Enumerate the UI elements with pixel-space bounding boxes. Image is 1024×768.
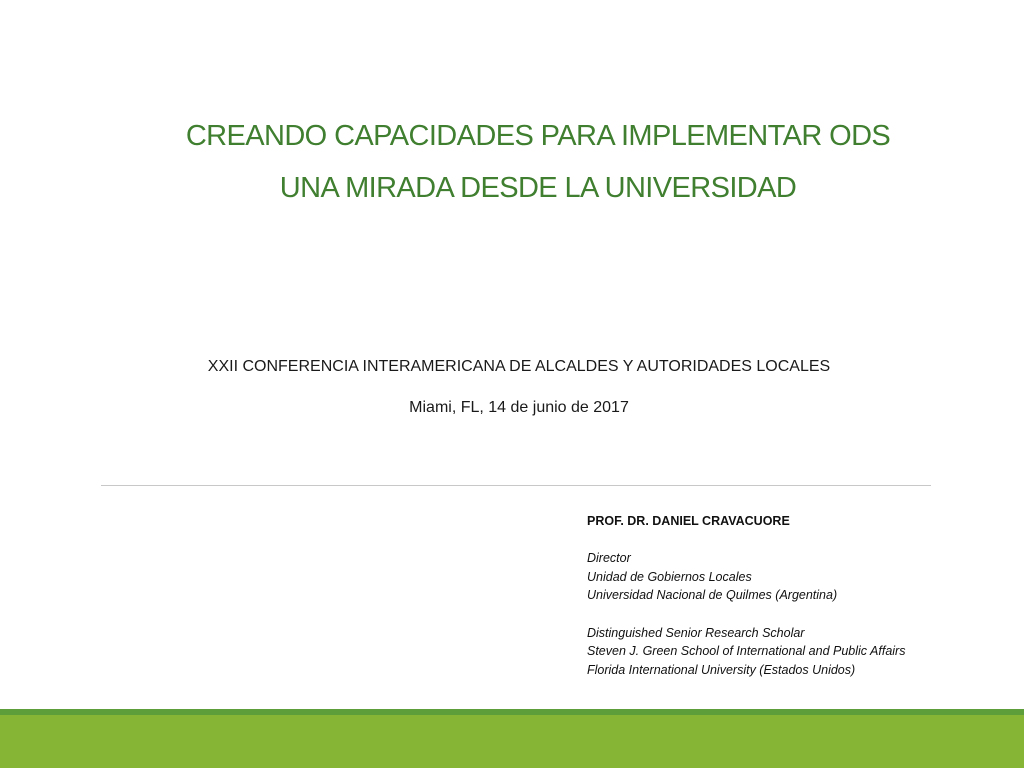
author-name: PROF. DR. DANIEL CRAVACUORE	[587, 514, 790, 528]
affiliation-group-2	[587, 624, 1007, 680]
affiliation-line: Universidad Nacional de Quilmes (Argentina)	[587, 588, 838, 603]
title-line-1: CREANDO CAPACIDADES PARA IMPLEMENTAR ODS	[185, 120, 891, 152]
conference-name: XXII CONFERENCIA INTERAMERICANA DE ALCALDES Y AUTORIDADES LOCALES	[207, 358, 831, 375]
affiliation-line: Distinguished Senior Research Scholar	[587, 625, 805, 640]
footer-bar	[0, 715, 1024, 768]
affiliation-line: Florida International University (Estados Unidos)	[587, 662, 856, 677]
author-block	[587, 512, 1007, 679]
title-line-2: UNA MIRADA DESDE LA UNIVERSIDAD	[279, 172, 797, 204]
affiliation-line: Steven J. Green School of International and Public Affairs	[587, 644, 906, 659]
affiliation-line: Unidad de Gobiernos Locales	[587, 569, 752, 584]
affiliation-group-1	[587, 549, 1007, 605]
affiliation-line: Director	[587, 551, 631, 566]
conference-location-date: Miami, FL, 14 de junio de 2017	[409, 399, 629, 416]
divider-line	[101, 485, 931, 486]
